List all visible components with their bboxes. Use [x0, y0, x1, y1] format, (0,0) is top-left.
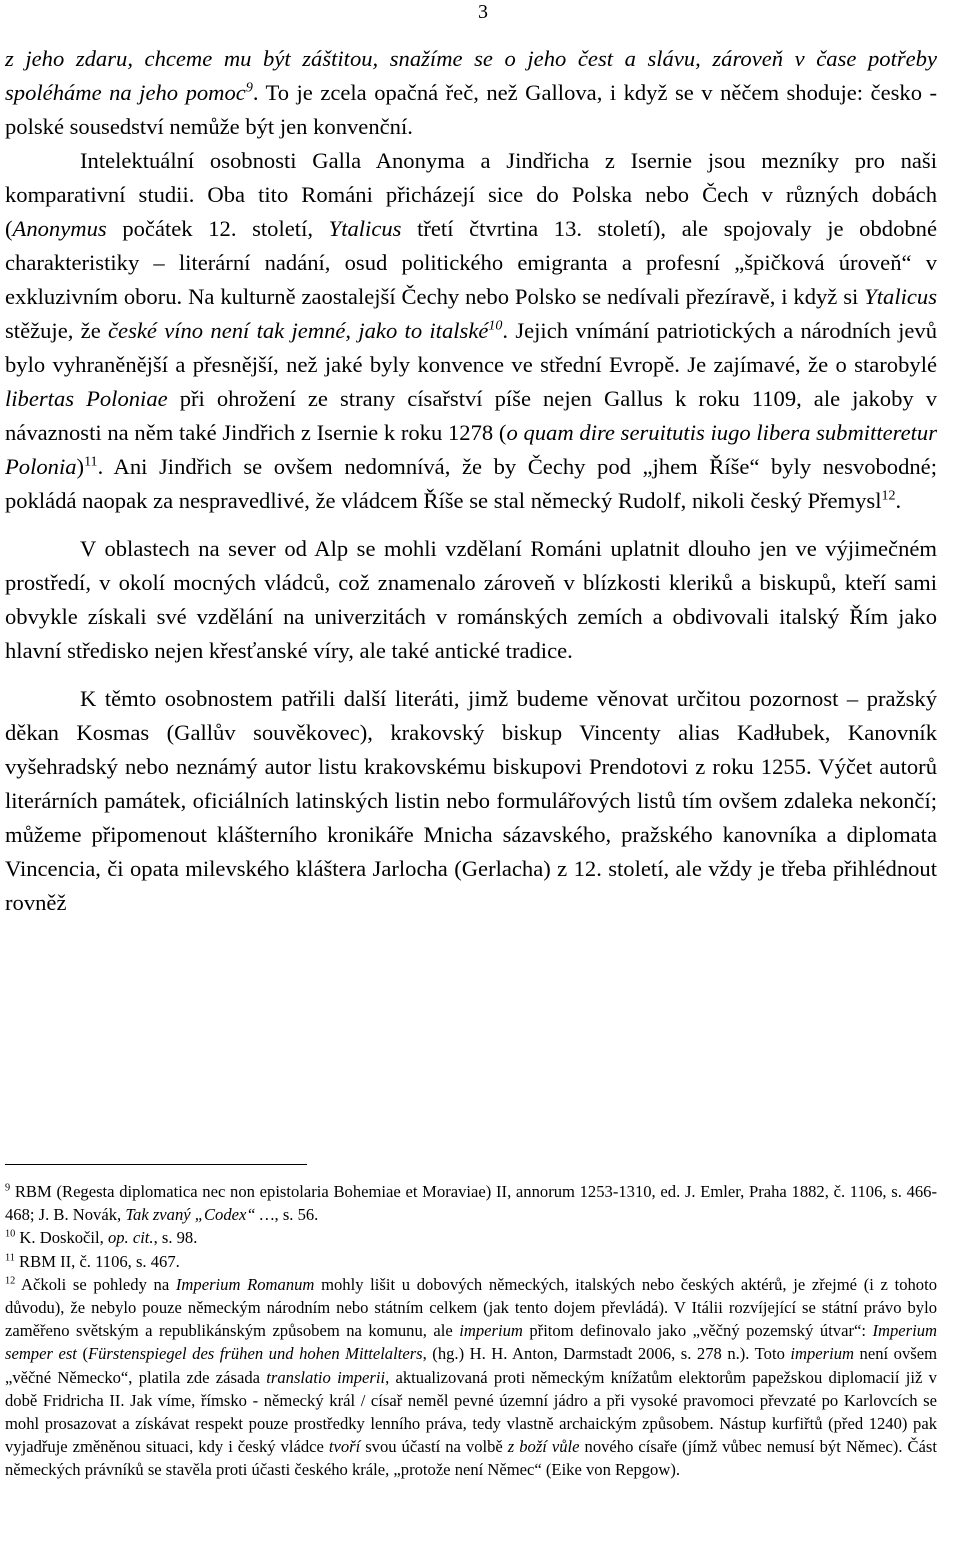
text-run: K těmto osobnostem patřili další literáti, jimž budeme věnovat určitou pozornost – pražský děkan Kosmas (Gallův souvěkovec), krakovský biskup Vincenty alias Kadłubek, Kanovník vyšehradský nebo neznámý autor listu krakovskému biskupovi Prendotovi z roku 1255. Výčet autorů literárních památek, oficiálních latinských listin nebo formulářových listů tím ovšem zdaleka nekončí; můžeme připomenout klášterního kronikáře Mnicha sázavského, pražského kanovníka a diplomata Vincencia, či opata milevského kláštera Jarlocha (Gerlacha) z 12. století, ale vždy je třeba přihlédnout rovněž: [5, 686, 937, 915]
footnote: [5, 1273, 937, 1482]
italic-text: Ytalicus: [864, 284, 937, 309]
text-run: (: [76, 1344, 88, 1364]
footnote-ref: 9: [5, 1182, 11, 1194]
text-run: mohly lišit u dobových německých, italských nebo českých aktérů, je zřejmé (i z tohoto důvodu), že nebylo pouze německým národním nebo státním celkem (jak tento dojem převládá). V Itálii rozvíjející se státní právo bylo zaměřeno světským a republikánským způsobem na komunu, ale: [5, 1274, 937, 1341]
italic-text: translatio imperii: [266, 1367, 386, 1387]
italic-text: Imperium Romanum: [175, 1274, 315, 1294]
italic-text: z jeho zdaru, chceme mu být záštitou, snažíme se o jeho čest a slávu, zároveň v čase potřeby spoléháme na jeho pomoc: [5, 46, 937, 105]
italic-text: tvoří: [328, 1437, 361, 1457]
page-number: 3: [478, 1, 488, 23]
footnote-ref: 10: [488, 318, 503, 334]
italic-text: libertas Poloniae: [5, 386, 168, 411]
text-run: .: [895, 488, 902, 513]
footnote: [5, 1180, 937, 1226]
text-run: počátek 12. století,: [106, 216, 329, 241]
italic-text: Ytalicus: [328, 216, 402, 241]
footnotes: [5, 1180, 937, 1482]
italic-text: Fürstenspiegel des frühen und hohen Mittelalters: [87, 1344, 423, 1364]
italic-text: imperium: [459, 1321, 523, 1341]
italic-text: Anonymus: [12, 216, 107, 241]
italic-text: české víno není tak jemné, jako to italské: [108, 318, 489, 343]
text-run: svou účastí na volbě: [360, 1437, 508, 1457]
footnote-ref: 12: [5, 1275, 16, 1287]
text-run: RBM (Regesta diplomatica nec non epistolaria Bohemiae et Moraviae) II, annorum 1253-1310, ed. J. Emler, Praha 1882, č. 1106, s. 466-468; J. B. Novák,: [5, 1182, 937, 1225]
text-run: přitom definovalo jako „věčný pozemský útvar“:: [522, 1321, 873, 1341]
italic-text: op. cit.: [107, 1228, 154, 1248]
text-run: ): [76, 454, 85, 479]
paragraph: [5, 682, 937, 920]
text-run: . Ani Jindřich se ovšem nedomnívá, že by Čechy pod „jhem Říše“ byly nesvobodné; pokládá naopak za nespravedlivé, že vládcem Říše se stal německý Rudolf, nikoli český Přemysl: [5, 454, 937, 513]
text-run: V oblastech na sever od Alp se mohli vzdělaní Románi uplatnit dlouho jen ve výjimečném prostředí, v okolí mocných vládců, což znamenalo zároveň v blízkosti kleriků a biskupů, kteří sami obvykle získali své vzdělání na univerzitách v románských zemích a obdivovali italský Řím jako hlavní středisko nejen křesťanské víry, ale také antické tradice.: [5, 536, 937, 663]
text-run: stěžuje, že: [5, 318, 109, 343]
text-run: RBM II, č. 1106, s. 467.: [14, 1251, 180, 1271]
text-run: při ohrožení ze strany císařství píše nejen Gallus k roku 1109, ale jakoby v návaznosti na něm také Jindřich z Isernie k roku 1278 (: [5, 386, 937, 445]
text-run: Ačkoli se pohledy na: [15, 1274, 176, 1294]
text-run: , (hg.) H. H. Anton, Darmstadt 2006, s. 278 n.). Toto: [422, 1344, 791, 1364]
paragraph: [5, 42, 937, 144]
text-run: , s. 98.: [153, 1228, 198, 1248]
footnote-ref: 11: [84, 454, 98, 470]
paragraph: [5, 144, 937, 518]
footnote: [5, 1226, 937, 1249]
footnote-ref: 9: [245, 80, 253, 96]
italic-text: Imperium semper est: [5, 1321, 937, 1364]
text-run: třetí čtvrtina 13. století), ale spojovaly je obdobné charakteristiky – literární nadání, osud politického emigranta a profesní „špičková úroveň“ v exkluzivním oboru. Na kulturně zaostalejší Čechy nebo Polsko se nedívali přezíravě, i když si: [5, 216, 937, 309]
footnote-ref: 12: [881, 488, 896, 504]
italic-text: z boží vůle: [507, 1437, 580, 1457]
italic-text: Tak zvaný „Codex“ …: [125, 1205, 275, 1225]
paragraph: [5, 532, 937, 668]
body-text: [5, 42, 937, 920]
footnote-divider: [5, 1164, 307, 1165]
text-run: , aktualizovaná proti německým knížatům elektorům papežskou diplomacií již v době Fridricha II. Jak víme, římsko - německý král / císař neměl pevné územní jádro a při vysoké pravomoci převzaté po Karlovcích se mohl prosazovat a získávat respekt pouze prostředky lenního práva, tedy vlastně archaickým způsobem. Nástup kurfiřtů (před 1240) pak vyjadřuje změněnou situaci, kdy i český vládce: [5, 1367, 937, 1457]
footnote: [5, 1250, 937, 1273]
italic-text: o quam dire seruitutis iugo libera submitteretur Polonia: [5, 420, 938, 479]
footnote-ref: 11: [5, 1252, 15, 1264]
text-run: , s. 56.: [274, 1205, 319, 1225]
text-run: nového císaře (jímž vůbec nemusí být Němec). Část německých právníků se stavěla proti účasti českého krále, „protože není Němec“ (Eike von Repgow).: [5, 1437, 937, 1480]
text-run: . To je zcela opačná řeč, než Gallova, i když se v něčem shoduje: česko - polské sousedství nemůže být jen konvenční.: [5, 80, 937, 139]
italic-text: imperium: [790, 1344, 855, 1364]
footnote-ref: 10: [5, 1228, 16, 1240]
text-run: . Jejich vnímání patriotických a národních jevů bylo vyhraněnější a přesnější, než jaké byly konvence ve střední Evropě. Je zajímavé, že o starobylé: [5, 318, 937, 377]
text-run: K. Doskočil,: [15, 1228, 108, 1248]
text-run: není ovšem „věčné Německo“, platila zde zásada: [5, 1344, 937, 1387]
text-run: Intelektuální osobnosti Galla Anonyma a Jindřicha z Isernie jsou mezníky pro naši komparativní studii. Oba tito Románi přicházejí sice do Polska nebo Čech v různých dobách (: [5, 148, 937, 241]
